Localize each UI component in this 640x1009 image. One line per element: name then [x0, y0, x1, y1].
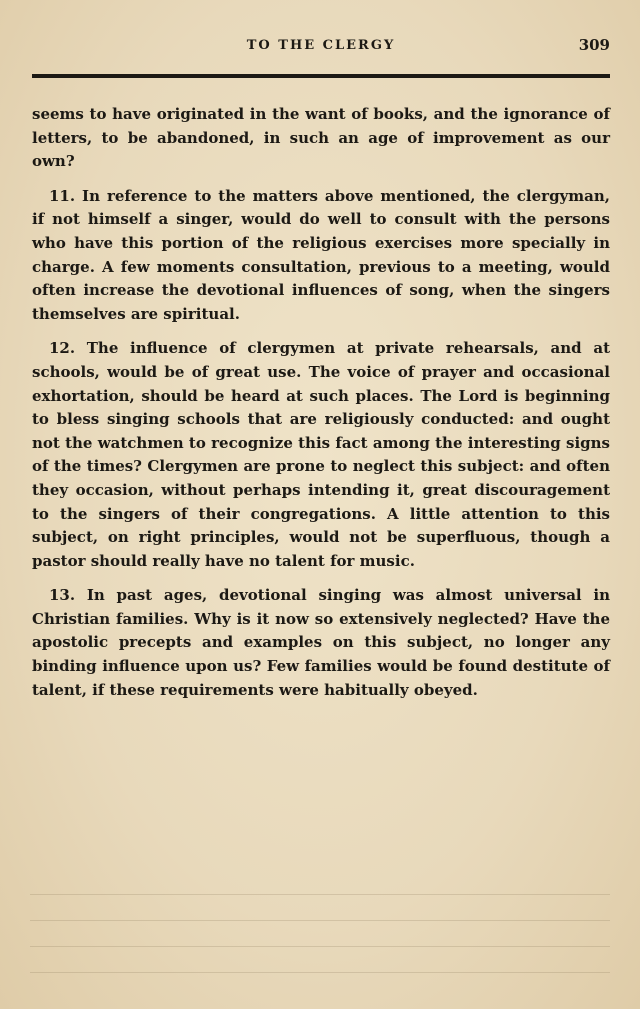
paragraph-13: 13. In past ages, devotional singing was almost universal in Christian families. Why is it now so extensively neglected? Have the apostolic precepts and examples on this subject, no longer any binding influence upon us? Few families would be found destitute of talent, if these requirements were habitually obeyed.	[32, 586, 610, 699]
header-rule	[32, 74, 610, 78]
page-header	[32, 36, 610, 58]
page-number: 309	[578, 36, 610, 54]
running-head: TO THE CLERGY	[246, 38, 396, 53]
bleed-through-texture	[30, 880, 610, 990]
paragraph-continuation: seems to have originated in the want of books, and the ignorance of letters, to be abandoned, in such an age of improvement as our own?	[32, 105, 610, 171]
body-text	[32, 103, 610, 713]
paragraph-12: 12. The influence of clergymen at private rehearsals, and at schools, would be of great use. The voice of prayer and occasional exhortation, should be heard at such places. The Lord is beginning to bless singing schools that are religiously conducted: and ought not the watchmen to recognize this fact among the interesting signs of the times? Clergymen are prone to neglect this subject: and often they occasion, without perhaps intending it, great discouragement to the singers of their congregations. A little attention to this subject, on right principles, would not be superfluous, though a pastor should really have no talent for music.	[32, 339, 610, 570]
paragraph-11: 11. In reference to the matters above mentioned, the clergyman, if not himself a singer, would do well to consult with the persons who have this portion of the religious exercises more specially in charge. A few moments consultation, previous to a meeting, would often increase the devotional influences of song, when the singers themselves are spiritual.	[32, 186, 610, 323]
